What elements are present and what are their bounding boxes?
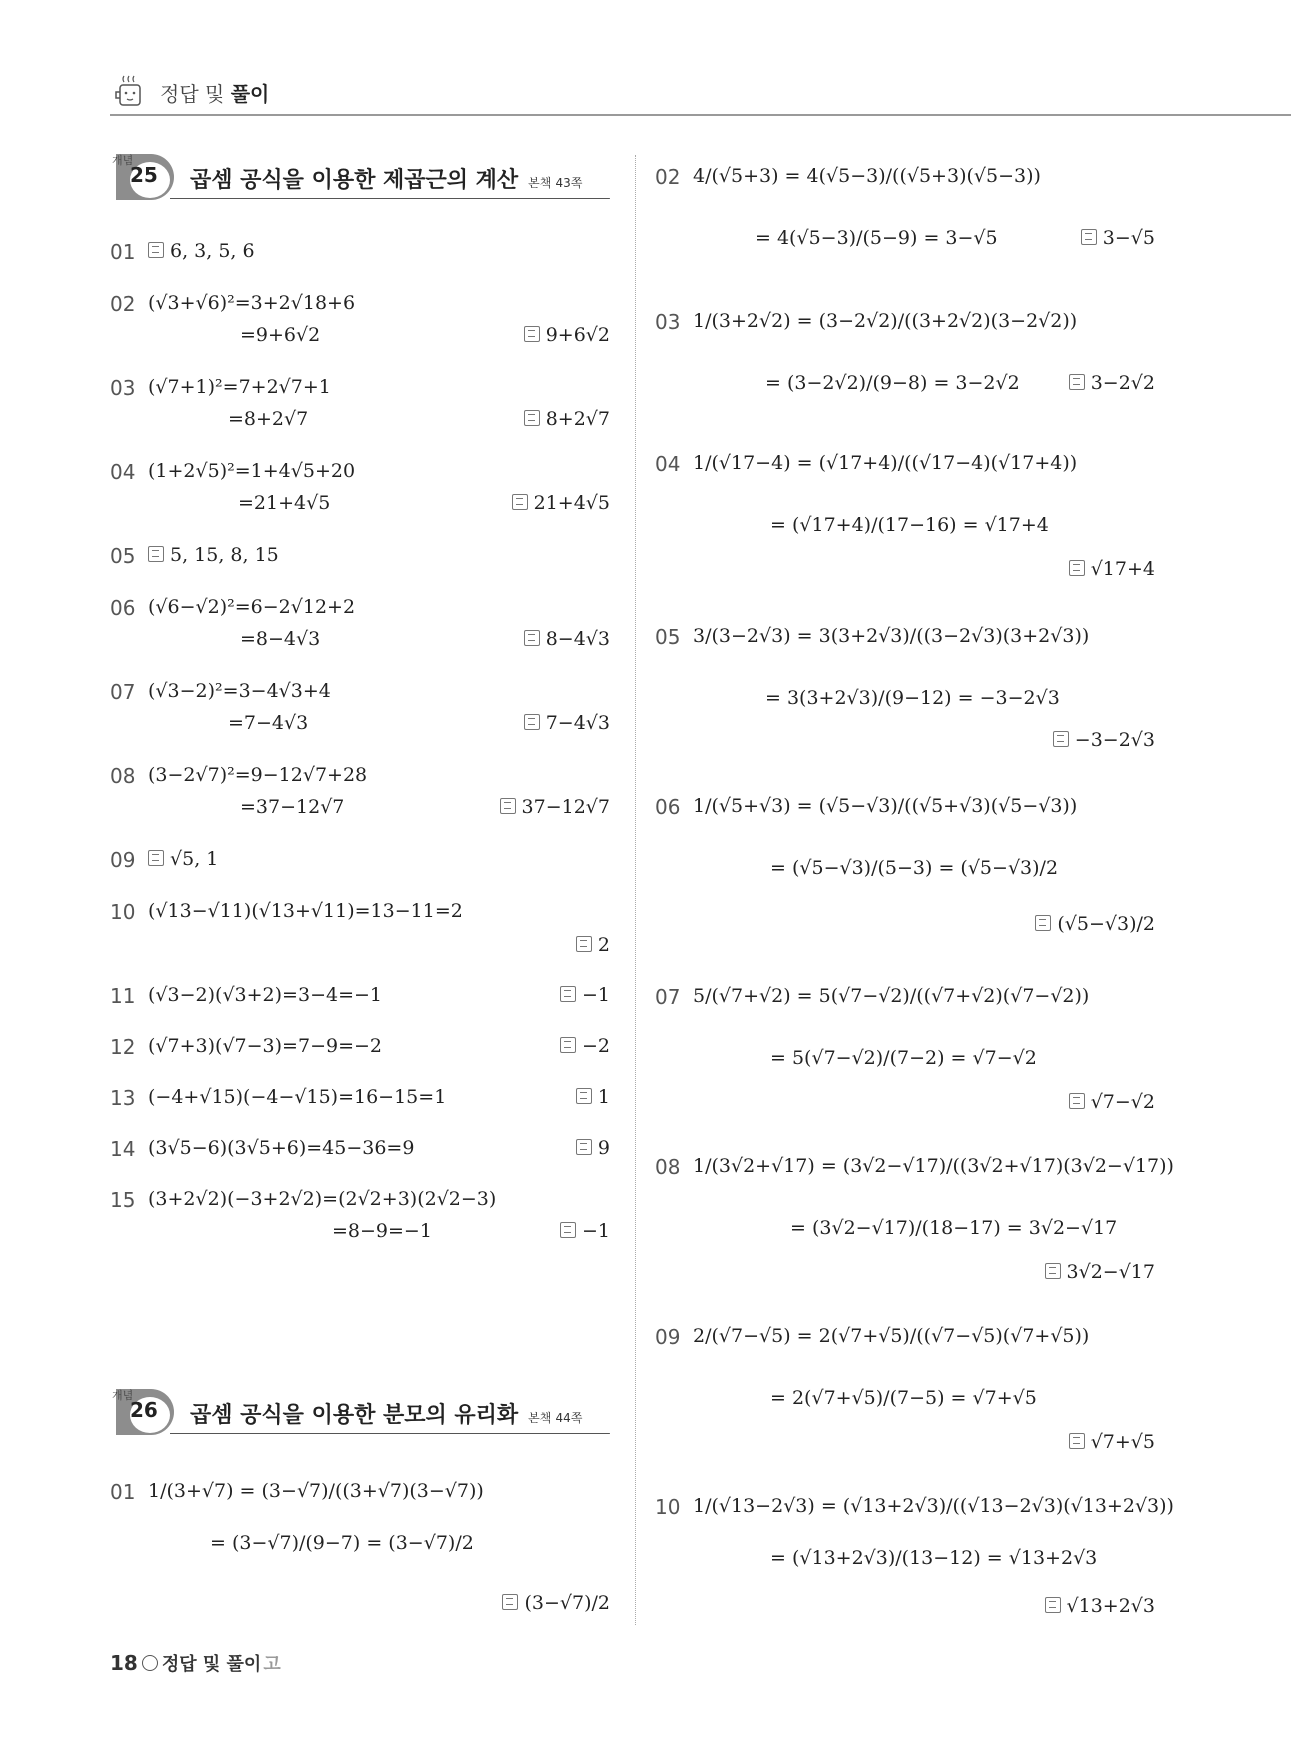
header-rule	[110, 114, 1291, 116]
answer: 37−12√7	[500, 796, 610, 818]
answer-icon	[1045, 1263, 1061, 1279]
answer-icon	[576, 936, 592, 952]
answer-icon	[524, 326, 540, 342]
answer-icon	[500, 798, 516, 814]
answer-icon	[1035, 915, 1051, 931]
answer: 8+2√7	[524, 408, 610, 430]
column-divider	[635, 155, 636, 1625]
answer-icon	[148, 546, 164, 562]
header-title: 정답 및 풀이	[160, 81, 270, 106]
answer-icon	[1045, 1597, 1061, 1613]
answer: 3−2√2	[1069, 372, 1155, 394]
answer-icon	[1069, 1093, 1085, 1109]
page-footer	[110, 1650, 281, 1676]
footer-text: 정답 및 풀이	[161, 1654, 262, 1675]
concept-label: 개념	[112, 1389, 134, 1402]
section-banner-26	[110, 1385, 610, 1435]
answer: √13+2√3	[1045, 1595, 1156, 1617]
answer: 9	[576, 1137, 610, 1159]
section-title: 곱셈 공식을 이용한 제곱근의 계산 본책 43쪽	[190, 168, 583, 193]
coffee-cup-icon	[110, 72, 150, 112]
answer-icon	[1069, 1433, 1085, 1449]
answer-icon	[560, 1037, 576, 1053]
section-title: 곱셈 공식을 이용한 분모의 유리화 본책 44쪽	[190, 1403, 583, 1428]
answer: (3−√7)/2	[502, 1592, 610, 1614]
answer-icon	[148, 242, 164, 258]
section-banner-25	[110, 150, 610, 200]
answer: √7−√2	[1069, 1091, 1155, 1113]
concept-number: 26	[130, 1398, 158, 1422]
answer-icon	[1069, 560, 1085, 576]
answer: −3−2√3	[1053, 729, 1155, 751]
answer: 8−4√3	[524, 628, 610, 650]
page-number: 18	[110, 1651, 138, 1675]
answer-icon	[512, 494, 528, 510]
circle-icon	[142, 1655, 158, 1671]
answer: √7+√5	[1069, 1431, 1155, 1453]
answer: 1	[576, 1086, 610, 1108]
answer-icon	[560, 986, 576, 1002]
answer: 21+4√5	[512, 492, 610, 514]
answer-icon	[502, 1594, 518, 1610]
answer-icon	[560, 1222, 576, 1238]
answer: −1	[560, 984, 610, 1006]
answer-icon	[148, 850, 164, 866]
answer-icon	[524, 630, 540, 646]
answer: 3√2−√17	[1045, 1261, 1156, 1283]
page-header	[110, 72, 269, 112]
answer-icon	[576, 1139, 592, 1155]
answer: 7−4√3	[524, 712, 610, 734]
answer: 2	[576, 934, 610, 956]
answer-icon	[524, 410, 540, 426]
concept-label: 개념	[112, 154, 134, 167]
concept-number: 25	[130, 163, 158, 187]
answer-icon	[1081, 229, 1097, 245]
problem-line: 6, 3, 5, 6	[148, 240, 255, 262]
answer: −2	[560, 1035, 610, 1057]
answer: √17+4	[1069, 558, 1155, 580]
answer: 9+6√2	[524, 324, 610, 346]
answer-icon	[1053, 731, 1069, 747]
answer: −1	[560, 1220, 610, 1242]
answer: (√5−√3)/2	[1035, 913, 1155, 935]
answer-icon	[1069, 374, 1085, 390]
answer: 3−√5	[1081, 227, 1155, 249]
footer-extra: 고	[263, 1654, 281, 1675]
answer-icon	[576, 1088, 592, 1104]
answer-icon	[524, 714, 540, 730]
